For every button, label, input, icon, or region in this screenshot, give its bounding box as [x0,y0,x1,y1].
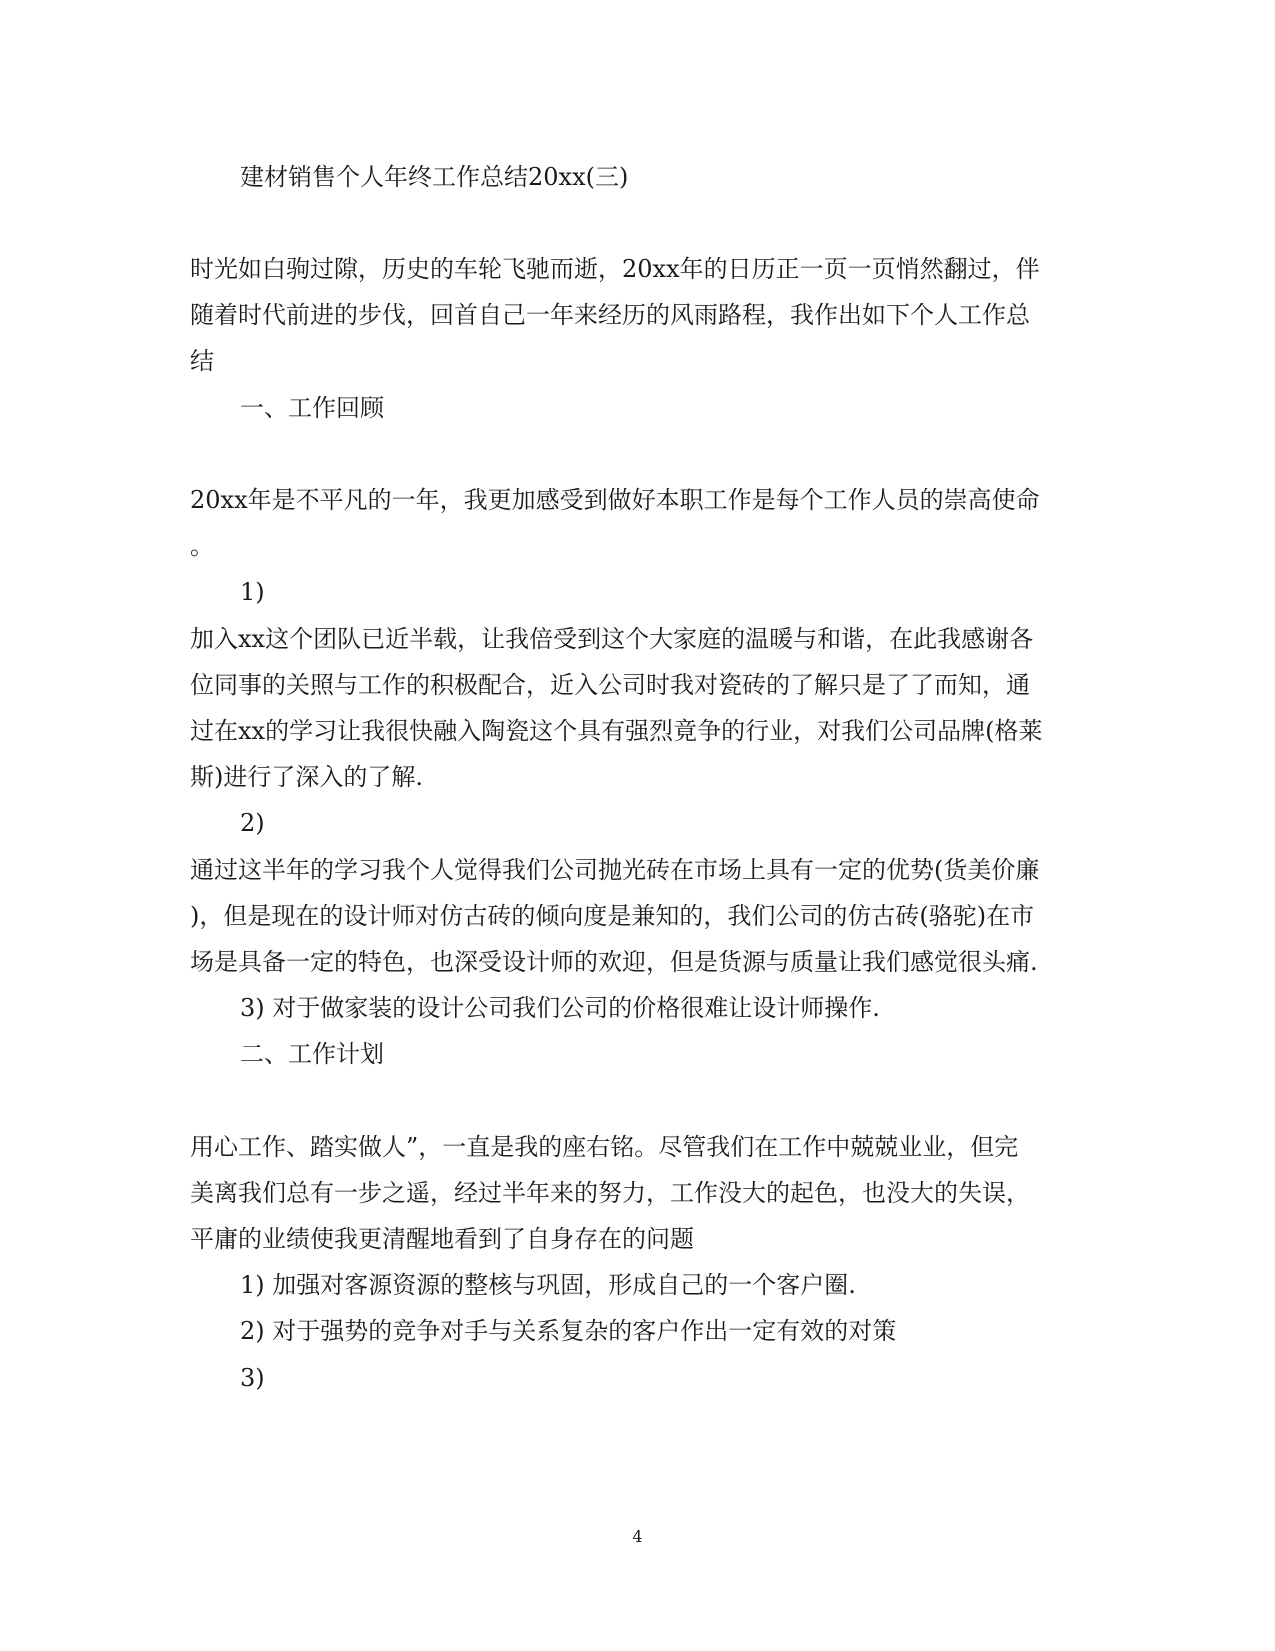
item1-line-1: 加入xx这个团队已近半载，让我倍受到这个大家庭的温暖与和谐，在此我感谢各 [190,625,1034,653]
section1-heading: 一、工作回顾 [240,394,384,422]
page-number: 4 [632,1527,643,1546]
section2-para-line-2: 美离我们总有一步之遥，经过半年来的努力，工作没大的起色，也没大的失误， [190,1179,1030,1207]
item1-line-2: 位同事的关照与工作的积极配合，近入公司时我对瓷砖的了解只是了了而知，通 [190,671,1030,699]
section2-para-line-3: 平庸的业绩使我更清醒地看到了自身存在的问题 [190,1225,694,1253]
item2-line-3: 场是具备一定的特色，也深受设计师的欢迎，但是货源与质量让我们感觉很头痛. [190,948,1038,976]
section1-para-line-1: 20xx年是不平凡的一年，我更加感受到做好本职工作是每个工作人员的崇高使命 [190,486,1040,514]
intro-line-2: 随着时代前进的步伐，回首自己一年来经历的风雨路程，我作出如下个人工作总 [190,301,1030,329]
intro-line-1: 时光如白驹过隙，历史的车轮飞驰而逝，20xx年的日历正一页一页悄然翻过，伴 [190,255,1040,283]
item3-line: 3) 对于做家装的设计公司我们公司的价格很难让设计师操作. [240,994,880,1022]
section1-para-line-2: 。 [190,532,214,560]
intro-line-3: 结 [190,347,214,375]
item2-line-2: )，但是现在的设计师对仿古砖的倾向度是兼知的，我们公司的仿古砖(骆驼)在市 [190,902,1035,930]
document-title: 建材销售个人年终工作总结20xx(三) [240,163,629,191]
item2-label: 2) [240,809,265,837]
plan-item-2: 2) 对于强势的竞争对手与关系复杂的客户作出一定有效的对策 [240,1317,897,1345]
plan-item-3: 3) [240,1364,265,1392]
section2-heading: 二、工作计划 [240,1040,384,1068]
section2-para-line-1: 用心工作、踏实做人”，一直是我的座右铭。尽管我们在工作中兢兢业业，但完 [190,1133,1019,1161]
item2-line-1: 通过这半年的学习我个人觉得我们公司抛光砖在市场上具有一定的优势(货美价廉 [190,856,1040,884]
item1-line-3: 过在xx的学习让我很快融入陶瓷这个具有强烈竟争的行业，对我们公司品牌(格莱 [190,717,1043,745]
plan-item-1: 1) 加强对客源资源的整核与巩固，形成自己的一个客户圈. [240,1271,856,1299]
item1-label: 1) [240,578,265,606]
item1-line-4: 斯)进行了深入的了解. [190,763,423,791]
